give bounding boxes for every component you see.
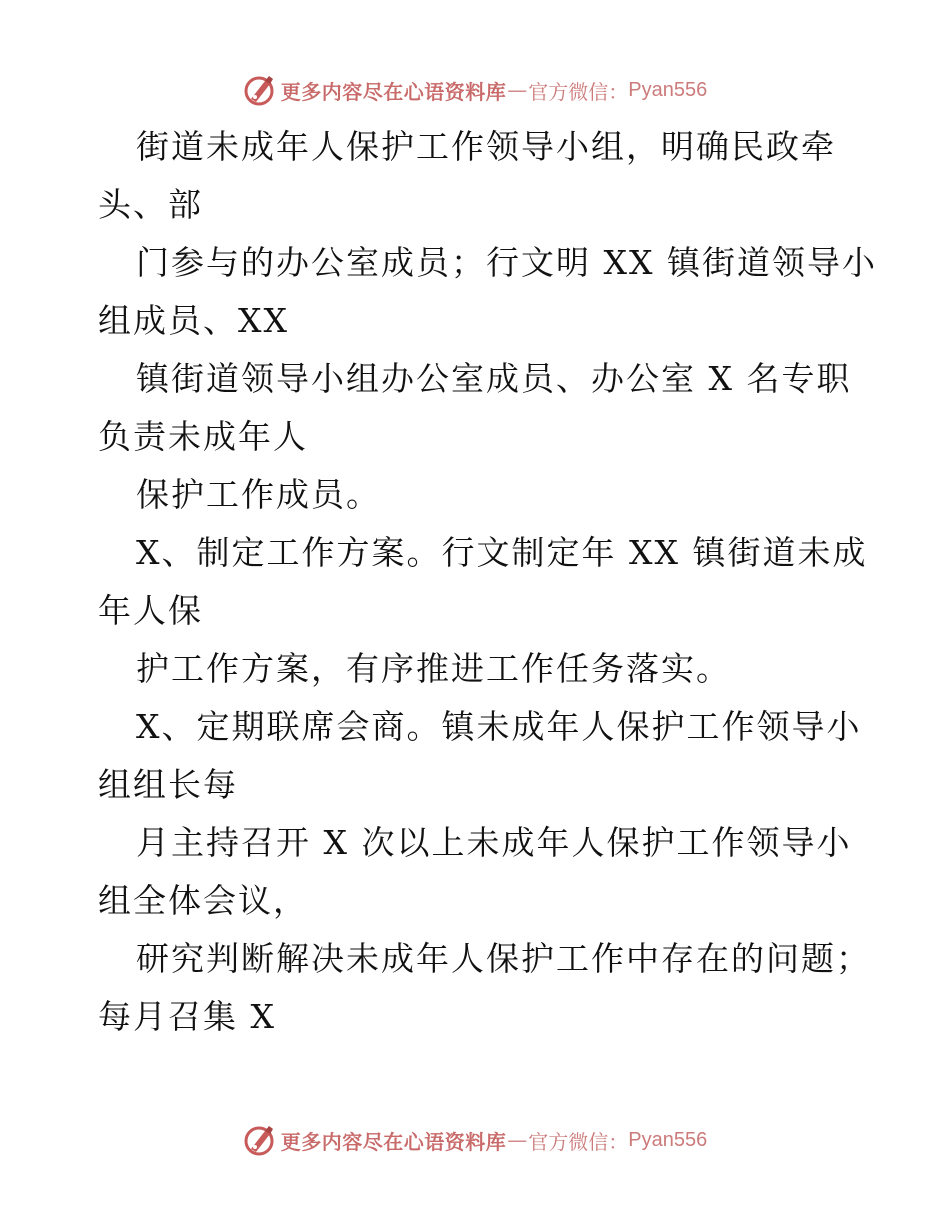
text-line: 组成员、XX [98, 301, 289, 340]
watermark-main-text: 更多内容尽在心语资料库 [280, 79, 507, 104]
text-line: 月主持召开 X 次以上未成年人保护工作领导小 [136, 823, 852, 862]
watermark-main-text: 更多内容尽在心语资料库 [280, 1129, 507, 1154]
watermark-wechat-label: 官方微信： [528, 1129, 629, 1154]
watermark-wechat-label: 官方微信： [528, 79, 629, 104]
text-line: 组全体会议， [98, 881, 308, 920]
text-line: 镇街道领导小组办公室成员、办公室 X 名专职 [136, 359, 852, 398]
text-line: 负责未成年人 [98, 417, 308, 456]
text-line: 街道未成年人保护工作领导小组，明确民政牵 [136, 127, 836, 166]
text-line: 每月召集 X [98, 997, 276, 1036]
watermark-dash: — [507, 1128, 528, 1152]
text-line: 年人保 [98, 591, 203, 630]
text-line: 组组长每 [98, 765, 238, 804]
text-line: 门参与的办公室成员；行文明 XX 镇街道领导小 [136, 243, 877, 282]
watermark-wechat-id: Pyan556 [628, 1128, 708, 1151]
watermark-wechat-id: Pyan556 [628, 78, 708, 101]
text-line: X、制定工作方案。行文制定年 XX 镇街道未成 [136, 533, 868, 572]
pen-logo-icon [243, 1123, 277, 1157]
text-line: X、定期联席会商。镇未成年人保护工作领导小 [136, 707, 862, 746]
header-watermark-banner [0, 70, 950, 110]
document-body [98, 118, 877, 1046]
footer-watermark-banner [0, 1120, 950, 1160]
watermark-dash: — [507, 78, 528, 102]
text-line: 保护工作成员。 [136, 475, 381, 514]
pen-logo-icon [243, 73, 277, 107]
text-line: 头、部 [98, 185, 203, 224]
text-line: 研究判断解决未成年人保护工作中存在的问题； [136, 939, 871, 978]
text-line: 护工作方案，有序推进工作任务落实。 [136, 649, 731, 688]
